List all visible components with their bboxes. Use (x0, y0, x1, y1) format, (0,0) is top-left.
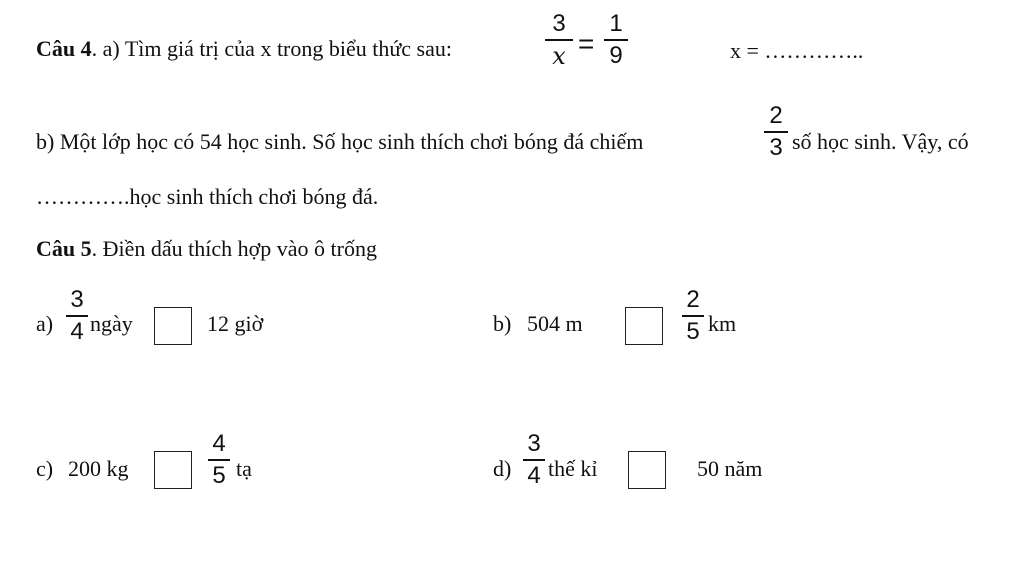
item-a-unit: ngày (90, 311, 133, 336)
item-b-unit: km (708, 311, 737, 336)
fraction-bar (764, 131, 788, 133)
item-a-letter: a) (36, 311, 54, 336)
question-4-part-a-text: . a) Tìm giá trị của x trong biểu thức sau: (91, 36, 452, 61)
fraction-bar (523, 459, 545, 461)
item-b-left: 504 m (527, 311, 583, 336)
fraction-denominator: 5 (212, 462, 226, 489)
fraction-bar (66, 315, 88, 317)
comparison-box-c[interactable] (154, 451, 192, 489)
fraction-3-over-4-d (523, 432, 545, 488)
comparison-box-a[interactable] (154, 307, 192, 345)
fraction-denominator: 5 (686, 318, 700, 345)
fraction-numerator: 1 (609, 10, 623, 37)
fraction-4-over-5 (208, 432, 230, 488)
answer-blank-x[interactable]: x = ………….. (730, 38, 864, 63)
fraction-denominator: 3 (769, 134, 783, 161)
fraction-numerator: 2 (769, 102, 783, 129)
equals-sign: = (578, 28, 595, 59)
fraction-3-over-x (545, 12, 573, 68)
question-4-part-a (36, 38, 452, 60)
question-4-part-b-text-cont: số học sinh. Vậy, có (792, 129, 969, 154)
fraction-3-over-4 (66, 288, 88, 344)
fraction-2-over-5 (682, 288, 704, 344)
item-d-unit: thế kỉ (548, 456, 598, 481)
question-5-label: Câu 5 (36, 236, 92, 261)
item-a-right: 12 giờ (207, 311, 264, 336)
fraction-denominator: 9 (609, 42, 623, 69)
question-5-title (36, 238, 377, 260)
fraction-bar (545, 39, 573, 41)
question-4-label: Câu 4 (36, 36, 92, 61)
question-4-part-b-text: b) Một lớp học có 54 học sinh. Số học sinh thích chơi bóng đá chiếm (36, 129, 644, 154)
answer-blank-students[interactable]: ………….học sinh thích chơi bóng đá. (36, 184, 379, 209)
item-b-letter: b) (493, 311, 512, 336)
fraction-bar (208, 459, 230, 461)
question-5-title-text: . Điền dấu thích hợp vào ô trống (91, 236, 377, 261)
item-d-right: 50 năm (697, 456, 763, 481)
fraction-numerator: 4 (212, 430, 226, 457)
item-d-letter: d) (493, 456, 512, 481)
item-c-letter: c) (36, 456, 54, 481)
fraction-1-over-9 (604, 12, 628, 68)
item-c-unit: tạ (236, 456, 252, 481)
fraction-bar (682, 315, 704, 317)
fraction-numerator: 3 (70, 286, 84, 313)
fraction-denominator: 4 (527, 462, 541, 489)
fraction-numerator: 2 (686, 286, 700, 313)
fraction-numerator: 3 (527, 430, 541, 457)
comparison-box-b[interactable] (625, 307, 663, 345)
fraction-numerator: 3 (552, 10, 566, 37)
item-c-left: 200 kg (68, 456, 129, 481)
comparison-box-d[interactable] (628, 451, 666, 489)
fraction-bar (604, 39, 628, 41)
fraction-2-over-3 (764, 104, 788, 160)
fraction-denominator: 4 (70, 318, 84, 345)
fraction-denominator: x (552, 42, 566, 70)
